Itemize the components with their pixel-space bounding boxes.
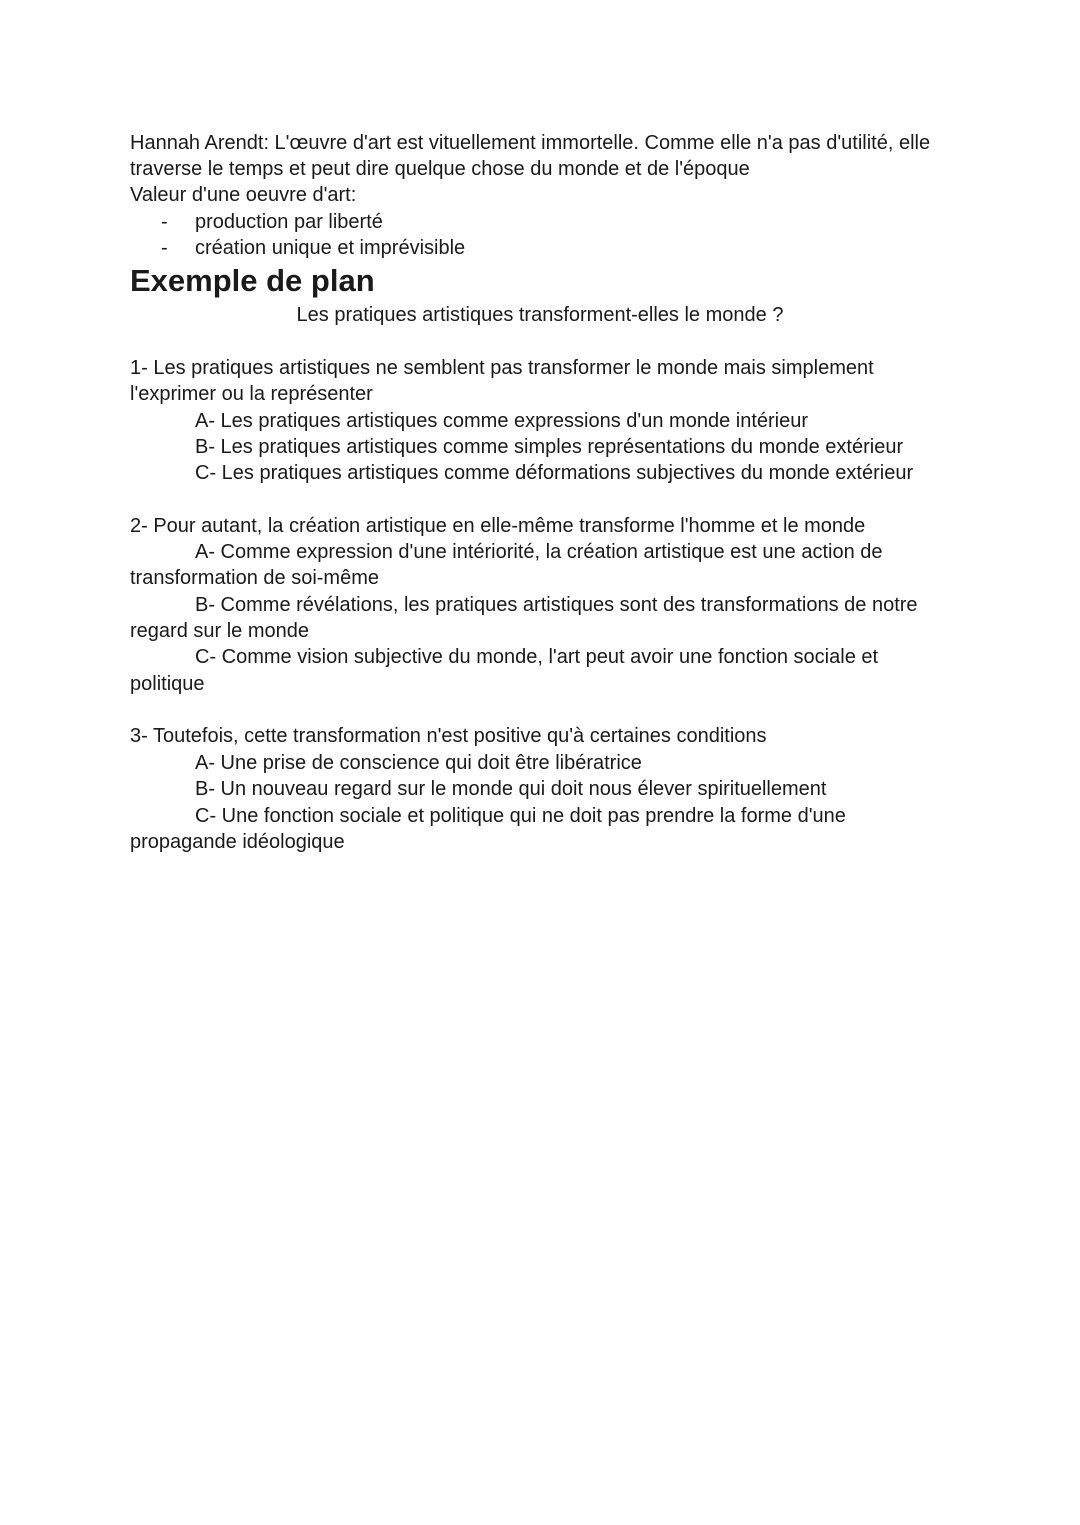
part1-point-b: B- Les pratiques artistiques comme simples représentations du monde extérieur [195, 436, 904, 458]
part1-point-c: C- Les pratiques artistiques comme déformations subjectives du monde extérieur [195, 462, 914, 484]
plan-subject: Les pratiques artistiques transforment-elles le monde ? [296, 304, 784, 326]
part2-point-b-line-2: regard sur le monde [130, 620, 309, 642]
part3-point-b: B- Un nouveau regard sur le monde qui doit nous élever spirituellement [195, 778, 827, 800]
valeur-item: création unique et imprévisible [195, 237, 466, 259]
part3-point-a: A- Une prise de conscience qui doit être libératrice [195, 752, 642, 774]
arendt-quote-line-2: traverse le temps et peut dire quelque chose du monde et de l'époque [130, 158, 750, 180]
part2-title: 2- Pour autant, la création artistique en elle-même transforme l'homme et le monde [130, 515, 866, 537]
part1-title-line-2: l'exprimer ou la représenter [130, 383, 373, 405]
part2-point-c-line-1: C- Comme vision subjective du monde, l'art peut avoir une fonction sociale et [195, 646, 879, 668]
valeur-title: Valeur d'une oeuvre d'art: [130, 184, 357, 206]
valeur-item: production par liberté [195, 211, 383, 233]
part1-point-a: A- Les pratiques artistiques comme expressions d'un monde intérieur [195, 410, 809, 432]
part2-point-a-line-1: A- Comme expression d'une intériorité, la création artistique est une action de [195, 541, 883, 563]
part3-title: 3- Toutefois, cette transformation n'est positive qu'à certaines conditions [130, 725, 767, 747]
part2-point-b-line-1: B- Comme révélations, les pratiques artistiques sont des transformations de notre [195, 594, 918, 616]
arendt-quote-line-1: Hannah Arendt: L'œuvre d'art est vituellement immortelle. Comme elle n'a pas d'utilité, elle [130, 132, 931, 154]
part1-title-line-1: 1- Les pratiques artistiques ne semblent pas transformer le monde mais simplement [130, 357, 874, 379]
bullet-dash: - [161, 211, 168, 233]
section-heading: Exemple de plan [130, 263, 375, 298]
part2-point-c-line-2: politique [130, 673, 205, 695]
bullet-dash: - [161, 237, 168, 259]
part3-point-c-line-1: C- Une fonction sociale et politique qui ne doit pas prendre la forme d'une [195, 805, 846, 827]
part2-point-a-line-2: transformation de soi-même [130, 567, 379, 589]
part3-point-c-line-2: propagande idéologique [130, 831, 345, 853]
